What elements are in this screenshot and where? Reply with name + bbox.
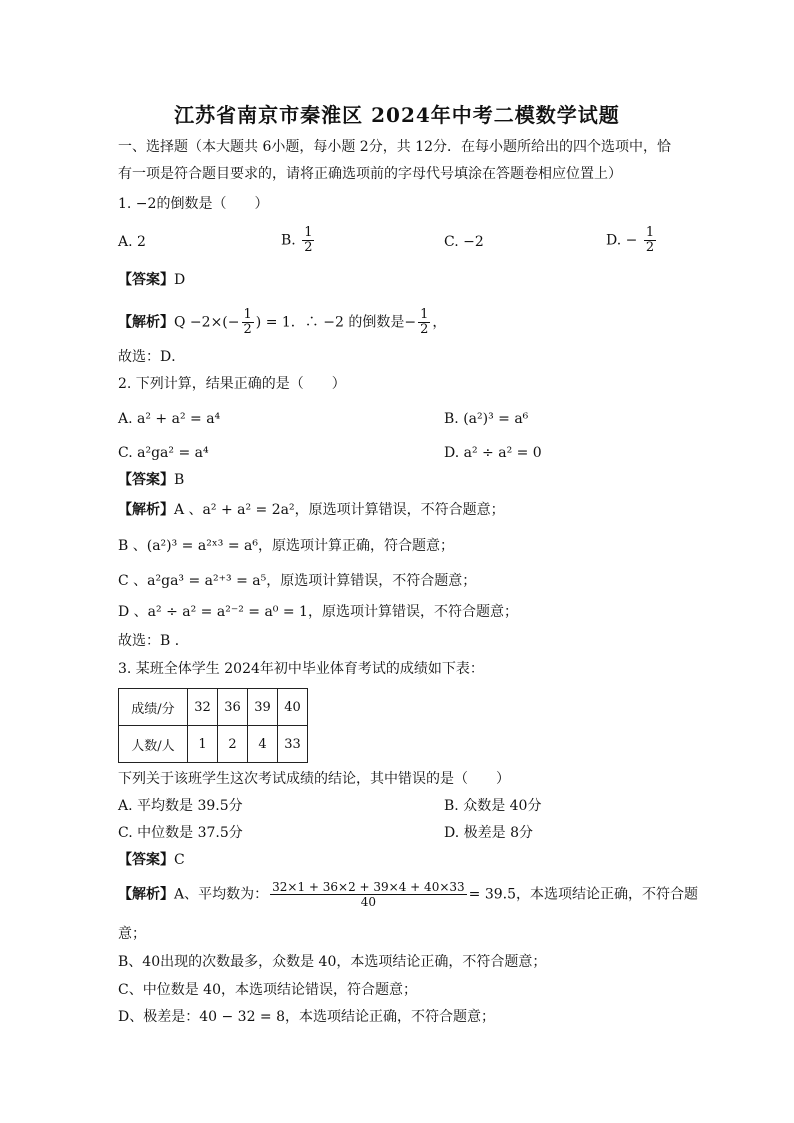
q1-option-c: C. −2	[444, 234, 484, 250]
q3-question: 下列关于该班学生这次考试成绩的结论，其中错误的是（ ）	[118, 771, 510, 787]
fraction-numerator: 1	[304, 225, 313, 240]
q3-analysis-b: B、40出现的次数最多，众数是 40，本选项结论正确，不符合题意；	[118, 954, 547, 970]
analysis-fraction	[242, 308, 254, 337]
fraction-denominator: 2	[304, 240, 313, 255]
answer-label: 【答案】	[118, 852, 174, 868]
table-cell: 1	[188, 726, 218, 763]
q2-analysis-a	[118, 500, 505, 520]
analysis-label: 【解析】	[118, 502, 174, 518]
fraction-numerator: 1	[420, 307, 429, 322]
q3-option-c: C. 中位数是 37.5分	[118, 825, 243, 841]
table-header-cell: 成绩/分	[119, 689, 188, 726]
q1-analysis	[118, 308, 446, 337]
q1-option-d-fraction	[644, 226, 656, 255]
fraction-numerator: 32×1 + 36×2 + 39×4 + 40×33	[272, 880, 465, 894]
analysis-text: = 39.5，本选项结论正确，不符合题	[468, 886, 699, 903]
q3-answer	[118, 850, 185, 870]
q3-stem: 3. 某班全体学生 2024年初中毕业体育考试的成绩如下表：	[118, 661, 484, 677]
analysis-fraction	[270, 880, 467, 909]
q2-conclusion: 故选：B ．	[118, 633, 189, 649]
q2-option-b: B. (a²)³ = a⁶	[444, 411, 529, 427]
q1-option-a: A. 2	[118, 234, 146, 250]
analysis-text: Q −2×(−	[174, 314, 240, 331]
analysis-text: ，	[432, 314, 447, 331]
fraction-denominator: 40	[360, 895, 377, 909]
table-cell: 40	[278, 689, 308, 726]
fraction-denominator: 2	[645, 240, 655, 255]
answer-label: 【答案】	[118, 272, 174, 288]
table-cell: 32	[188, 689, 218, 726]
analysis-text: A 、a² + a² = 2a²，原选项计算错误，不符合题意；	[174, 502, 505, 518]
q3-analysis-c: C、中位数是 40，本选项结论错误，符合题意；	[118, 982, 417, 998]
q1-option-b-label: B.	[281, 232, 296, 249]
table-row	[119, 726, 308, 763]
q3-option-a: A. 平均数是 39.5分	[118, 798, 243, 814]
analysis-text: A、平均数为：	[174, 886, 269, 903]
q3-analysis-a	[118, 880, 698, 909]
q1-option-d	[606, 226, 658, 255]
score-table	[118, 688, 308, 763]
fraction-denominator: 2	[243, 322, 252, 337]
q2-answer	[118, 470, 184, 490]
analysis-text: ) = 1．∴ −2 的倒数是−	[255, 314, 417, 331]
q3-option-b: B. 众数是 40分	[444, 798, 542, 814]
table-cell: 36	[218, 689, 248, 726]
fraction-numerator: 1	[243, 307, 252, 322]
q2-option-c: C. a²ga² = a⁴	[118, 445, 209, 461]
q3-option-d: D. 极差是 8分	[444, 825, 533, 841]
section-heading-line1: 一、选择题（本大题共 6小题，每小题 2分，共 12分．在每小题所给出的四个选项中，恰	[118, 139, 671, 155]
answer-value: D	[174, 272, 186, 288]
q1-answer	[118, 270, 185, 290]
answer-value: B	[174, 472, 185, 488]
table-row	[119, 689, 308, 726]
q2-analysis-b: B 、(a²)³ = a²ˣ³ = a⁶，原选项计算正确，符合题意；	[118, 538, 454, 554]
q1-stem: 1. −2的倒数是（ ）	[118, 196, 269, 212]
q1-option-b-fraction	[302, 226, 314, 255]
table-cell: 2	[218, 726, 248, 763]
q2-option-d: D. a² ÷ a² = 0	[444, 445, 542, 461]
answer-value: C	[174, 852, 185, 868]
table-cell: 33	[278, 726, 308, 763]
analysis-fraction	[418, 308, 430, 337]
page-title: 江苏省南京市秦淮区 2024年中考二模数学试题	[174, 103, 620, 127]
table-cell: 39	[248, 689, 278, 726]
q2-analysis-d: D 、a² ÷ a² = a²⁻² = a⁰ = 1，原选项计算错误，不符合题意；	[118, 604, 518, 620]
answer-label: 【答案】	[118, 472, 174, 488]
table-header-cell: 人数/人	[119, 726, 188, 763]
analysis-label: 【解析】	[118, 314, 174, 331]
fraction-numerator: 1	[645, 225, 655, 240]
q1-option-b	[281, 226, 316, 255]
q2-stem: 2. 下列计算，结果正确的是（ ）	[118, 376, 346, 392]
section-heading-line2: 有一项是符合题目要求的，请将正确选项前的字母代号填涂在答题卷相应位置上）	[118, 166, 622, 182]
q3-analysis-d: D、极差是：40 − 32 = 8，本选项结论正确，不符合题意；	[118, 1009, 496, 1025]
analysis-label: 【解析】	[118, 886, 174, 903]
q3-analysis-a-wrap: 意；	[118, 926, 146, 942]
q2-analysis-c: C 、a²ga³ = a²⁺³ = a⁵，原选项计算错误，不符合题意；	[118, 573, 477, 589]
q2-option-a: A. a² + a² = a⁴	[118, 411, 221, 427]
q1-option-d-label: D. −	[606, 232, 638, 249]
fraction-denominator: 2	[420, 322, 429, 337]
table-cell: 4	[248, 726, 278, 763]
q1-conclusion: 故选：D．	[118, 349, 186, 365]
